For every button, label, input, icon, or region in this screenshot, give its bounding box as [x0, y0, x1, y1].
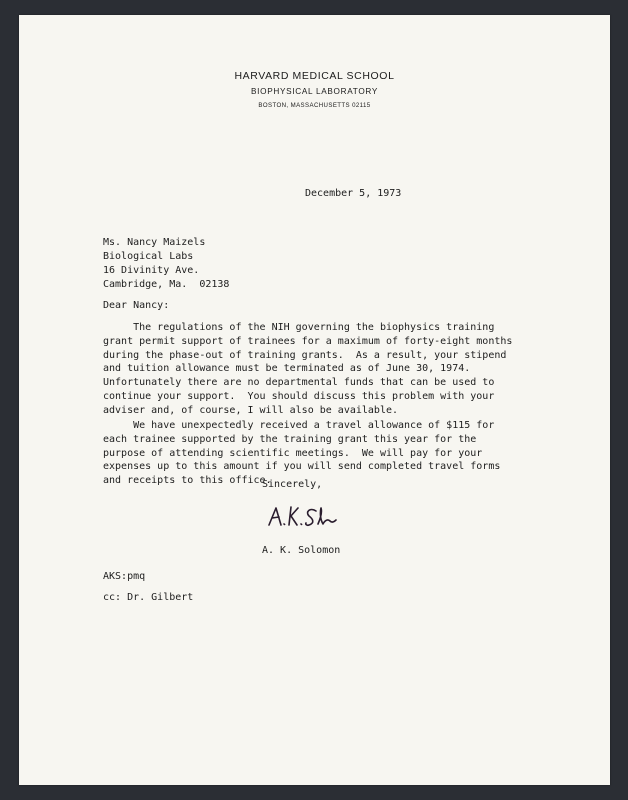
- letter-page: [19, 15, 610, 785]
- letterhead-lab: BIOPHYSICAL LABORATORY: [250, 87, 379, 96]
- salutation: Dear Nancy:: [103, 300, 170, 311]
- signer-name: A. K. Solomon: [262, 545, 341, 556]
- letter-date: December 5, 1973: [305, 188, 402, 199]
- recipient-street: 16 Divinity Ave.: [103, 265, 200, 276]
- recipient-org: Biological Labs: [103, 251, 194, 262]
- reference-initials: AKS:pmq: [103, 571, 146, 582]
- handwritten-signature: [266, 502, 338, 530]
- recipient-name: Ms. Nancy Maizels: [103, 237, 206, 248]
- closing: Sincerely,: [262, 479, 323, 490]
- letterhead-address: BOSTON, MASSACHUSETTS 02115: [258, 102, 371, 109]
- cc-line: cc: Dr. Gilbert: [103, 592, 194, 603]
- body-paragraph-1: The regulations of the NIH governing the biophysics training grant permit support of trainees for a maximum of forty-eight months during the phase-out of training grants. As a result, your stipend and tuition allowance must be terminated as of June 30, 1974. Unfortunately there are no departmental funds that can be used to continue your support. You should discuss this problem with your adviser and, of course, I will also be available.: [103, 322, 513, 416]
- body-paragraph-2: We have unexpectedly received a travel allowance of $115 for each trainee supported by the training grant this year for the purpose of attending scientific meetings. We will pay for your expenses up to this amount if you will send completed travel forms and receipts to this office.: [103, 420, 501, 487]
- recipient-city: Cambridge, Ma. 02138: [103, 279, 230, 290]
- letterhead-school: HARVARD MEDICAL SCHOOL: [234, 70, 395, 82]
